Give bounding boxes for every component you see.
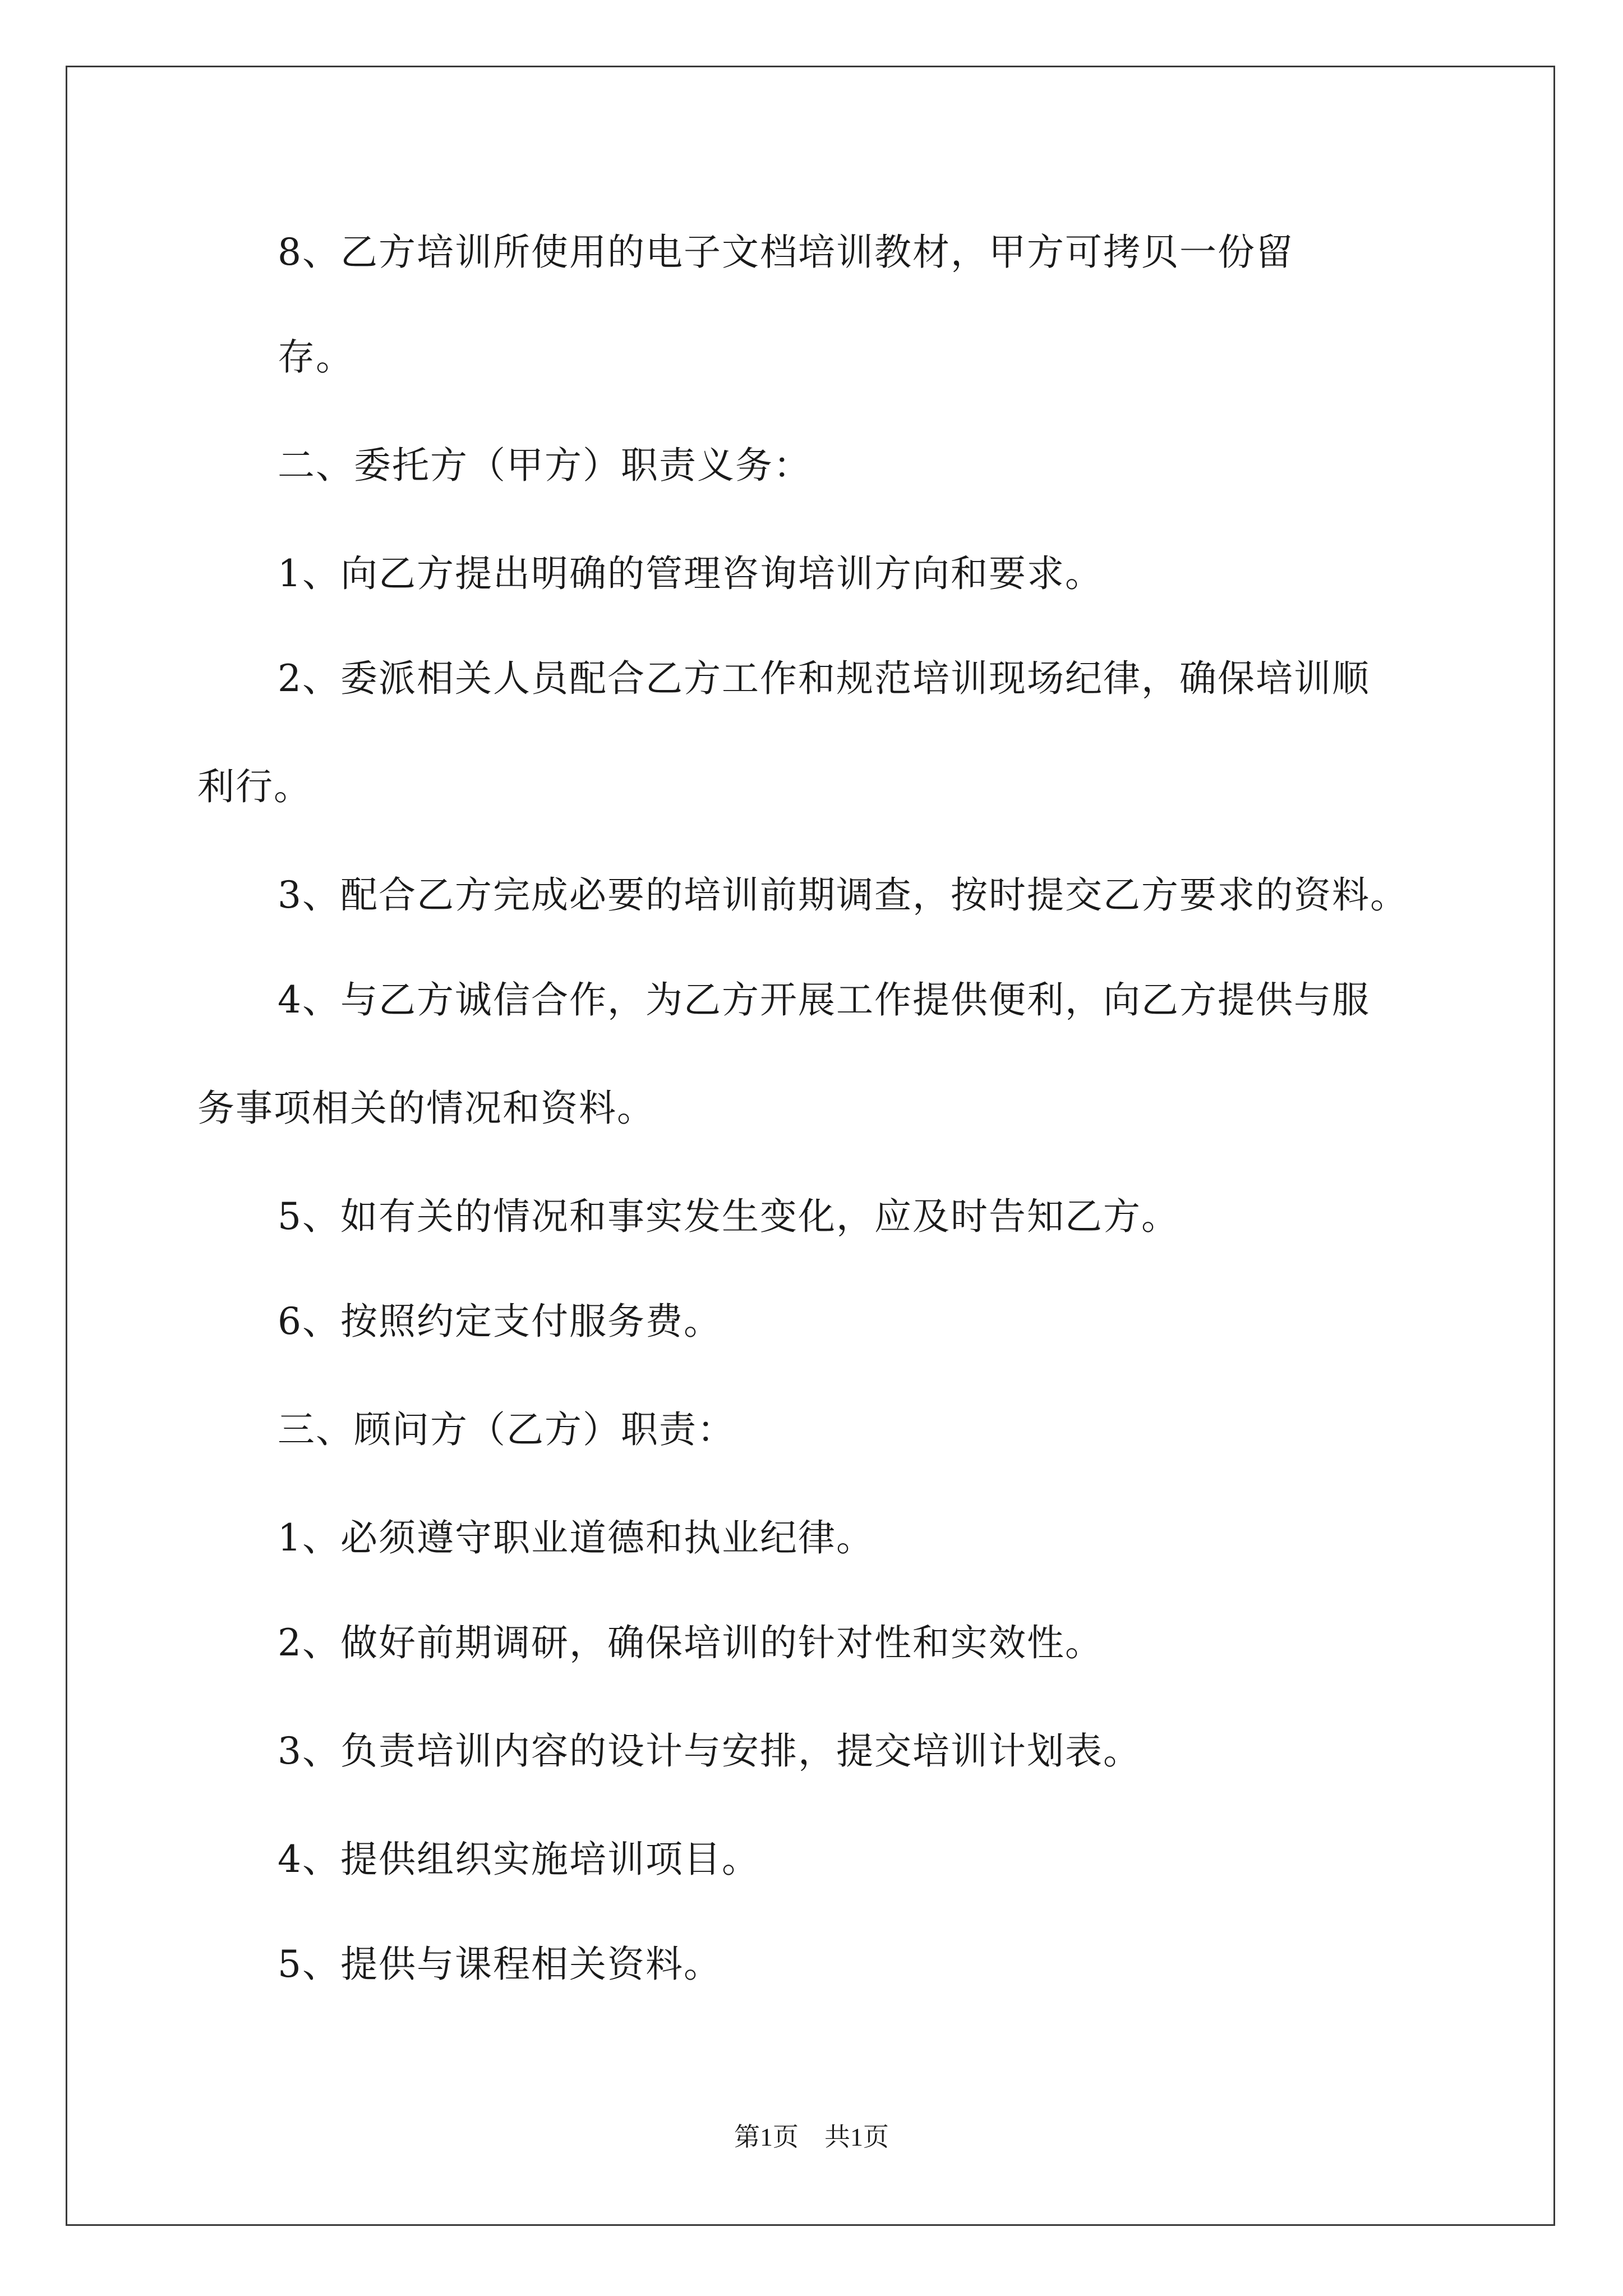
page-footer: 第1页 共1页 <box>734 2123 889 2151</box>
line-consultant-3: 3、负责培训内容的设计与安排，提交培训计划表。 <box>278 1729 1141 1773</box>
line-clause-8: 8、乙方培训所使用的电子文档培训教材，甲方可拷贝一份留 <box>278 231 1294 274</box>
page-border <box>66 66 1555 2226</box>
line-duty-5: 5、如有关的情况和事实发生变化，应及时告知乙方。 <box>278 1195 1179 1238</box>
line-duty-2-cont: 利行。 <box>197 765 312 808</box>
line-duty-4: 4、与乙方诚信合作，为乙方开展工作提供便利，向乙方提供与服 <box>278 978 1370 1022</box>
line-consultant-5: 5、提供与课程相关资料。 <box>278 1943 722 1986</box>
line-duty-4-cont: 务事项相关的情况和资料。 <box>197 1087 655 1130</box>
line-duty-3: 3、配合乙方完成必要的培训前期调查，按时提交乙方要求的资料。 <box>278 873 1408 917</box>
line-consultant-4: 4、提供组织实施培训项目。 <box>278 1838 760 1881</box>
line-consultant-2: 2、做好前期调研，确保培训的针对性和实效性。 <box>278 1621 1103 1664</box>
line-duty-6: 6、按照约定支付服务费。 <box>278 1300 722 1343</box>
line-clause-8-cont: 存。 <box>278 335 354 379</box>
line-duty-1: 1、向乙方提出明确的管理咨询培训方向和要求。 <box>278 552 1103 595</box>
section-heading-3: 三、顾问方（乙方）职责： <box>278 1408 735 1451</box>
line-duty-2: 2、委派相关人员配合乙方工作和规范培训现场纪律，确保培训顺 <box>278 657 1370 700</box>
line-consultant-1: 1、必须遵守职业道德和执业纪律。 <box>278 1516 874 1559</box>
section-heading-2: 二、委托方（甲方）职责义务： <box>278 444 811 487</box>
